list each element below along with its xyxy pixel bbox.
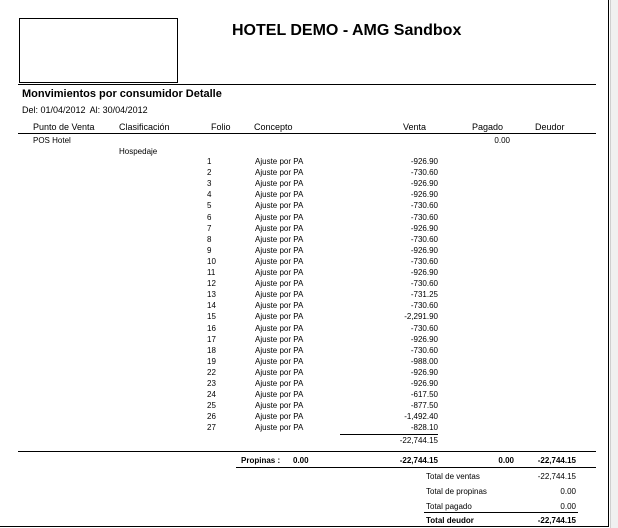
row-concepto: Ajuste por PA xyxy=(255,235,304,244)
row-venta: -926.90 xyxy=(410,268,438,277)
row-concepto: Ajuste por PA xyxy=(255,412,304,421)
row-concepto: Ajuste por PA xyxy=(255,357,304,366)
summary-label: Total de propinas xyxy=(426,487,487,496)
row-venta: -828.10 xyxy=(410,423,438,432)
totals-divider xyxy=(18,451,596,452)
summary-value: -22,744.15 xyxy=(537,472,576,481)
row-folio: 1 xyxy=(207,157,212,166)
row-concepto: Ajuste por PA xyxy=(255,201,304,210)
group-punto-venta: POS Hotel xyxy=(33,136,71,145)
group-pagado: 0.00 xyxy=(494,136,510,145)
row-folio: 7 xyxy=(207,224,212,233)
row-folio: 3 xyxy=(207,179,212,188)
row-folio: 16 xyxy=(207,324,216,333)
subtotal-venta: -22,744.15 xyxy=(399,436,438,445)
row-concepto: Ajuste por PA xyxy=(255,423,304,432)
row-venta: -730.60 xyxy=(410,301,438,310)
totals-pagado: 0.00 xyxy=(498,456,514,465)
row-venta: -617.50 xyxy=(410,390,438,399)
col-header-concepto: Concepto xyxy=(254,122,293,132)
row-concepto: Ajuste por PA xyxy=(255,190,304,199)
row-folio: 18 xyxy=(207,346,216,355)
row-concepto: Ajuste por PA xyxy=(255,213,304,222)
row-folio: 11 xyxy=(207,268,216,277)
row-folio: 19 xyxy=(207,357,216,366)
row-folio: 25 xyxy=(207,401,216,410)
col-header-venta: Venta xyxy=(403,122,427,132)
summary-value: 0.00 xyxy=(560,487,576,496)
row-concepto: Ajuste por PA xyxy=(255,390,304,399)
row-folio: 14 xyxy=(207,301,216,310)
row-folio: 8 xyxy=(207,235,212,244)
totals-deudor: -22,744.15 xyxy=(537,456,576,465)
summary-value: -22,744.15 xyxy=(537,516,576,525)
subtotal-line xyxy=(340,434,438,435)
col-header-pagado: Pagado xyxy=(472,122,504,132)
propinas-value: 0.00 xyxy=(293,456,309,465)
row-venta: -926.90 xyxy=(410,190,438,199)
row-folio: 23 xyxy=(207,379,216,388)
row-concepto: Ajuste por PA xyxy=(255,224,304,233)
row-venta: -730.60 xyxy=(410,324,438,333)
summary-total-line xyxy=(424,512,578,513)
row-venta: -926.90 xyxy=(410,224,438,233)
group-clasificacion: Hospedaje xyxy=(119,147,158,156)
row-venta: -730.60 xyxy=(410,279,438,288)
report-title: HOTEL DEMO - AMG Sandbox xyxy=(232,22,462,39)
date-from: Del: 01/04/2012 xyxy=(22,105,86,115)
row-folio: 9 xyxy=(207,246,212,255)
row-concepto: Ajuste por PA xyxy=(255,179,304,188)
row-venta: -730.60 xyxy=(410,346,438,355)
row-venta: -926.90 xyxy=(410,179,438,188)
summary-divider xyxy=(236,467,596,468)
summary-label: Total de ventas xyxy=(426,472,480,481)
row-venta: -730.60 xyxy=(410,213,438,222)
row-concepto: Ajuste por PA xyxy=(255,257,304,266)
row-folio: 2 xyxy=(207,168,212,177)
report-subtitle: Monvimientos por consumidor Detalle xyxy=(22,88,222,100)
summary-label: Total pagado xyxy=(426,502,472,511)
row-folio: 22 xyxy=(207,368,216,377)
row-folio: 6 xyxy=(207,213,212,222)
row-concepto: Ajuste por PA xyxy=(255,290,304,299)
row-venta: -926.90 xyxy=(410,368,438,377)
date-to: Al: 30/04/2012 xyxy=(89,105,148,115)
header-divider xyxy=(18,133,596,134)
logo-placeholder xyxy=(19,18,178,83)
row-folio: 13 xyxy=(207,290,216,299)
row-folio: 17 xyxy=(207,335,216,344)
row-folio: 24 xyxy=(207,390,216,399)
viewer-gutter xyxy=(610,0,618,528)
row-venta: -730.60 xyxy=(410,235,438,244)
summary-value: 0.00 xyxy=(560,502,576,511)
row-concepto: Ajuste por PA xyxy=(255,401,304,410)
row-concepto: Ajuste por PA xyxy=(255,268,304,277)
row-venta: -2,291.90 xyxy=(404,312,438,321)
row-concepto: Ajuste por PA xyxy=(255,379,304,388)
row-venta: -730.60 xyxy=(410,168,438,177)
row-venta: -730.60 xyxy=(410,257,438,266)
row-venta: -730.60 xyxy=(410,201,438,210)
col-header-clasificacion: Clasificación xyxy=(119,122,170,132)
row-concepto: Ajuste por PA xyxy=(255,279,304,288)
row-concepto: Ajuste por PA xyxy=(255,324,304,333)
row-venta: -877.50 xyxy=(410,401,438,410)
row-folio: 26 xyxy=(207,412,216,421)
title-divider xyxy=(18,84,596,85)
row-venta: -926.90 xyxy=(410,379,438,388)
row-venta: -988.00 xyxy=(410,357,438,366)
row-venta: -926.90 xyxy=(410,335,438,344)
row-venta: -1,492.40 xyxy=(404,412,438,421)
col-header-deudor: Deudor xyxy=(535,122,565,132)
row-concepto: Ajuste por PA xyxy=(255,335,304,344)
row-venta: -926.90 xyxy=(410,157,438,166)
row-venta: -926.90 xyxy=(410,246,438,255)
row-folio: 27 xyxy=(207,423,216,432)
row-concepto: Ajuste por PA xyxy=(255,246,304,255)
summary-label: Total deudor xyxy=(426,516,474,525)
row-venta: -731.25 xyxy=(410,290,438,299)
row-concepto: Ajuste por PA xyxy=(255,157,304,166)
row-concepto: Ajuste por PA xyxy=(255,346,304,355)
col-header-punto-venta: Punto de Venta xyxy=(33,122,95,132)
totals-venta: -22,744.15 xyxy=(399,456,438,465)
propinas-label: Propinas : xyxy=(241,456,281,465)
row-folio: 12 xyxy=(207,279,216,288)
row-concepto: Ajuste por PA xyxy=(255,368,304,377)
date-range xyxy=(22,105,152,115)
row-folio: 15 xyxy=(207,312,216,321)
row-concepto: Ajuste por PA xyxy=(255,312,304,321)
row-folio: 4 xyxy=(207,190,212,199)
row-folio: 5 xyxy=(207,201,212,210)
row-concepto: Ajuste por PA xyxy=(255,301,304,310)
row-concepto: Ajuste por PA xyxy=(255,168,304,177)
col-header-folio: Folio xyxy=(211,122,231,132)
row-folio: 10 xyxy=(207,257,216,266)
